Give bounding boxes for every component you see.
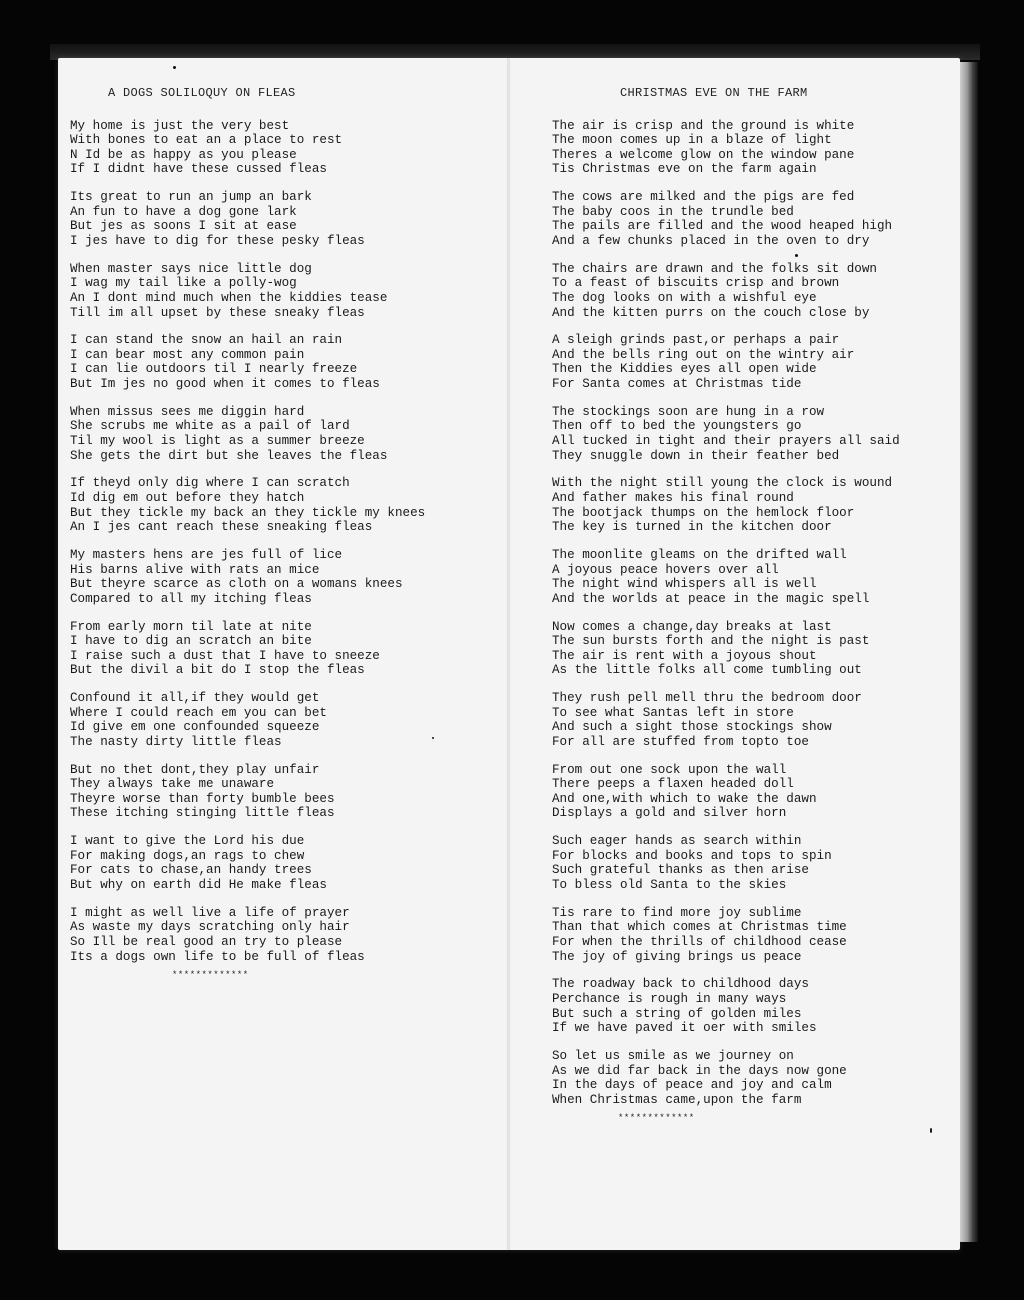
poem-line: Now comes a change,day breaks at last [552,619,832,634]
poem-line: So let us smile as we journey on [552,1048,794,1063]
poem-line: The pails are filled and the wood heaped high [552,219,893,234]
poem-line: And the bells ring out on the wintry air [552,347,855,362]
poem-line: Such grateful thanks as then arise [552,863,809,878]
poem-line: Its great to run an jump an bark [70,190,312,205]
poem-line: For making dogs,an rags to chew [70,848,305,863]
left-poem-separator: ************* [172,970,249,981]
stanza [552,119,952,177]
poem-line: Displays a gold and silver horn [552,806,787,821]
poem-line: But no thet dont,they play unfair [70,762,320,777]
poem-line: The sun bursts forth and the night is past [552,634,870,649]
poem-line: An I jes cant reach these sneaking fleas [70,520,373,535]
poem-line: An fun to have a dog gone lark [70,204,297,219]
poem-line: Compared to all my itching fleas [70,591,312,606]
poem-line: My home is just the very best [70,118,290,133]
poem-line: I can lie outdoors til I nearly freeze [70,362,358,377]
poem-line: I wag my tail like a polly-wog [70,276,297,291]
poem-line: I can bear most any common pain [70,347,305,362]
poem-line: They always take me unaware [70,777,275,792]
poem-line: To see what Santas left in store [552,705,794,720]
poem-line: For cats to chase,an handy trees [70,863,312,878]
ink-speck [173,66,176,69]
poem-line: If I didnt have these cussed fleas [70,162,327,177]
poem-line: Till im all upset by these sneaky fleas [70,305,365,320]
poem-line: And father makes his final round [552,491,794,505]
poem-line: As the little folks all come tumbling out [552,663,862,678]
poem-line: As waste my days scratching only hair [70,920,350,935]
poem-line: If theyd only dig where I can scratch [70,476,350,491]
stanza [552,476,952,534]
poem-line: The key is turned in the kitchen door [552,520,832,535]
poem-line: The joy of giving brings us peace [552,949,802,964]
poem-line: A joyous peace hovers over all [552,562,779,577]
poem-line: These itching stinging little fleas [70,806,335,821]
poem-line: Its a dogs own life to be full of fleas [70,949,365,964]
stanza [70,119,500,177]
poem-line: The bootjack thumps on the hemlock floor [552,505,855,520]
right-poem-separator: ************* [618,1113,695,1124]
poem-line: She gets the dirt but she leaves the fleas [70,448,388,463]
poem-line: She scrubs me white as a pail of lard [70,419,350,434]
poem-line: The air is crisp and the ground is white [552,118,855,133]
poem-line: If we have paved it oer with smiles [552,1021,817,1036]
stanza [70,834,500,892]
poem-line: But they tickle my back an they tickle my knees [70,505,426,520]
left-poem-stanzas [70,119,500,965]
poem-line: So Ill be real good an try to please [70,934,343,949]
stanza [70,906,500,964]
poem-line: And the worlds at peace in the magic spell [552,591,870,606]
right-poem-title: CHRISTMAS EVE ON THE FARM [620,86,808,100]
poem-line: I want to give the Lord his due [70,834,305,849]
stanza [70,620,500,678]
poem-line: The moonlite gleams on the drifted wall [552,547,847,562]
stanza [552,405,952,463]
poem-line: His barns alive with rats an mice [70,562,320,577]
poem-line: The roadway back to childhood days [552,977,809,992]
poem-line: Than that which comes at Christmas time [552,920,847,935]
poem-line: But the divil a bit do I stop the fleas [70,663,365,678]
poem-line: And one,with which to wake the dawn [552,791,817,806]
stanza [552,763,952,821]
stanza [70,691,500,749]
right-poem [552,86,952,1126]
poem-line: For blocks and books and tops to spin [552,848,832,863]
poem-line: From out one sock upon the wall [552,762,787,777]
poem-line: But theyre scarce as cloth on a womans knees [70,577,403,592]
stanza [552,1049,952,1107]
poem-line: Tis rare to find more joy sublime [552,905,802,920]
poem-line: For all are stuffed from topto toe [552,734,809,749]
stanza [70,476,500,534]
poem-line: The night wind whispers all is well [552,577,817,592]
poem-line: They snuggle down in their feather bed [552,448,840,463]
poem-line: Id give em one confounded squeeze [70,720,320,735]
ink-speck [930,1128,932,1133]
stanza [552,691,952,749]
poem-line: With the night still young the clock is wound [552,476,893,491]
poem-line: They rush pell mell thru the bedroom door [552,691,862,706]
poem-line: Such eager hands as search within [552,834,802,849]
stanza [70,763,500,821]
stanza [552,834,952,892]
stanza [552,548,952,606]
poem-line: But why on earth did He make fleas [70,878,327,892]
stanza [70,333,500,391]
stanza [70,405,500,463]
poem-line: Til my wool is light as a summer breeze [70,434,365,449]
poem-line: Confound it all,if they would get [70,691,320,706]
stanza [552,262,952,320]
poem-line: To a feast of biscuits crisp and brown [552,276,840,291]
poem-line: Then the Kiddies eyes all open wide [552,362,817,377]
poem-line: The cows are milked and the pigs are fed [552,190,855,205]
poem-line: And the kitten purrs on the couch close by [552,305,870,320]
stanza [70,548,500,606]
poem-line: The moon comes up in a blaze of light [552,133,832,148]
poem-line: Theres a welcome glow on the window pane [552,147,855,162]
stanza [552,977,952,1035]
poem-line: Perchance is rough in many ways [552,991,787,1006]
poem-line: And such a sight those stockings show [552,720,832,735]
poem-line: And a few chunks placed in the oven to dry [552,233,870,248]
poem-line: I can stand the snow an hail an rain [70,333,343,348]
poem-line: I might as well live a life of prayer [70,905,350,920]
poem-line: The air is rent with a joyous shout [552,648,817,663]
poem-line: For when the thrills of childhood cease [552,934,847,949]
poem-line: To bless old Santa to the skies [552,878,787,892]
poem-line: But such a string of golden miles [552,1006,802,1021]
page-fold [507,58,510,1250]
poem-line: I have to dig an scratch an bite [70,634,312,649]
left-poem-title: A DOGS SOLILOQUY ON FLEAS [108,86,296,100]
poem-line: The baby coos in the trundle bed [552,204,794,219]
poem-line: The dog looks on with a wishful eye [552,290,817,305]
poem-line: When missus sees me diggin hard [70,404,305,419]
poem-line: Id dig em out before they hatch [70,491,305,505]
poem-line: For Santa comes at Christmas tide [552,377,802,392]
poem-line: Then off to bed the youngsters go [552,419,802,434]
poem-line: All tucked in tight and their prayers all said [552,434,900,449]
poem-line: When master says nice little dog [70,261,312,276]
poem-line: There peeps a flaxen headed doll [552,777,794,792]
stanza [70,190,500,248]
poem-line: When Christmas came,upon the farm [552,1092,802,1107]
stanza [552,190,952,248]
poem-line: Tis Christmas eve on the farm again [552,162,817,177]
poem-line: The chairs are drawn and the folks sit down [552,261,877,276]
poem-line: N Id be as happy as you please [70,147,297,162]
right-poem-stanzas [552,119,952,1108]
poem-line: But jes as soons I sit at ease [70,219,297,234]
poem-line: In the days of peace and joy and calm [552,1078,832,1093]
stanza [552,906,952,964]
poem-line: I jes have to dig for these pesky fleas [70,233,365,248]
left-poem [70,86,500,983]
poem-line: I raise such a dust that I have to sneeze [70,648,380,663]
poem-line: But Im jes no good when it comes to fleas [70,377,380,392]
poem-line: Theyre worse than forty bumble bees [70,791,335,806]
poem-line: The stockings soon are hung in a row [552,404,825,419]
poem-line: From early morn til late at nite [70,619,312,634]
poem-line: My masters hens are jes full of lice [70,547,343,562]
poem-line: The nasty dirty little fleas [70,734,282,749]
poem-line: As we did far back in the days now gone [552,1063,847,1078]
stanza [552,333,952,391]
stanza [70,262,500,320]
poem-line: A sleigh grinds past,or perhaps a pair [552,333,840,348]
poem-line: With bones to eat an a place to rest [70,133,343,148]
stanza [552,620,952,678]
poem-line: Where I could reach em you can bet [70,705,327,720]
poem-line: An I dont mind much when the kiddies tease [70,290,388,305]
page-right-edge [960,62,978,1242]
